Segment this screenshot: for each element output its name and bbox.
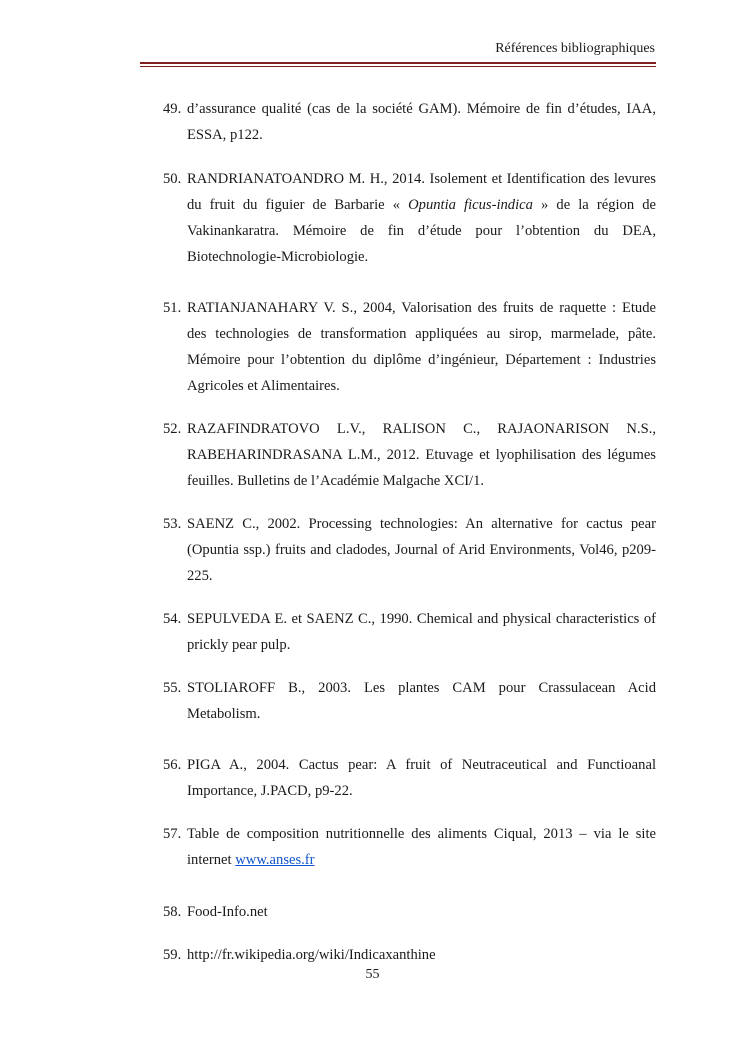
reference-item <box>163 416 656 494</box>
reference-text: RATIANJANAHARY V. S., 2004, Valorisation des fruits de raquette : Etude des technologies de transformation appliquées au sirop, marmelade, pâte. Mémoire pour l’obtention du diplôme d’ingénieur, Département : Industries Agricoles et Alimentaires. <box>187 300 656 394</box>
reference-number: 56. <box>163 757 182 773</box>
reference-text: Table de composition nutritionnelle des aliments Ciqual, 2013 – via le site internet <box>187 826 656 868</box>
reference-text: SAENZ C., 2002. Processing technologies: An alternative for cactus pear (Opuntia ssp.) fruits and cladodes, Journal of Arid Environments, Vol46, p209-225. <box>187 516 656 584</box>
reference-text: STOLIAROFF B., 2003. Les plantes CAM pour Crassulacean Acid Metabolism. <box>187 680 656 722</box>
reference-item <box>163 511 656 589</box>
header-rule-thick <box>140 62 656 64</box>
reference-number: 50. <box>163 171 182 187</box>
reference-text: RANDRIANATOANDRO M. H., 2014. Isolement et Identification des levures du fruit du figuier de Barbarie « <box>187 171 656 213</box>
reference-number: 53. <box>163 516 182 532</box>
running-header: Références bibliographiques <box>495 41 655 56</box>
reference-item <box>163 96 656 148</box>
page-number: 55 <box>365 967 380 982</box>
reference-item <box>163 675 656 727</box>
reference-item <box>163 752 656 804</box>
reference-number: 55. <box>163 680 182 696</box>
reference-item <box>163 606 656 658</box>
species-name: Opuntia ficus-indica <box>408 197 533 213</box>
reference-number: 57. <box>163 826 182 842</box>
header-rule-thin <box>140 66 656 67</box>
reference-number: 52. <box>163 421 182 437</box>
reference-item <box>163 899 656 925</box>
anses-link[interactable]: www.anses.fr <box>235 852 315 868</box>
reference-number: 54. <box>163 611 182 627</box>
reference-item <box>163 821 656 873</box>
reference-text: RAZAFINDRATOVO L.V., RALISON C., RAJAONARISON N.S., RABEHARINDRASANA L.M., 2012. Etuvage et lyophilisation des légumes feuilles. Bulletins de l’Académie Malgache XCI/1. <box>187 421 656 489</box>
reference-number: 59. <box>163 947 182 963</box>
reference-number: 58. <box>163 904 182 920</box>
reference-text: Food-Info.net <box>187 904 268 920</box>
reference-text: » de la région de Vakinankaratra. Mémoire de fin d’étude pour l’obtention du DEA, Biotechnologie-Microbiologie. <box>187 197 657 265</box>
reference-text: SEPULVEDA E. et SAENZ C., 1990. Chemical and physical characteristics of prickly pear pulp. <box>187 611 656 653</box>
reference-item <box>163 295 656 399</box>
reference-text: http://fr.wikipedia.org/wiki/Indicaxanthine <box>187 947 436 963</box>
reference-number: 49. <box>163 101 182 117</box>
reference-item <box>163 942 656 968</box>
reference-number: 51. <box>163 300 182 316</box>
reference-text: d’assurance qualité (cas de la société GAM). Mémoire de fin d’études, IAA, ESSA, p122. <box>187 101 656 143</box>
reference-text: PIGA A., 2004. Cactus pear: A fruit of Neutraceutical and Functioanal Importance, J.PACD, p9-22. <box>187 757 656 799</box>
reference-item <box>163 166 656 270</box>
